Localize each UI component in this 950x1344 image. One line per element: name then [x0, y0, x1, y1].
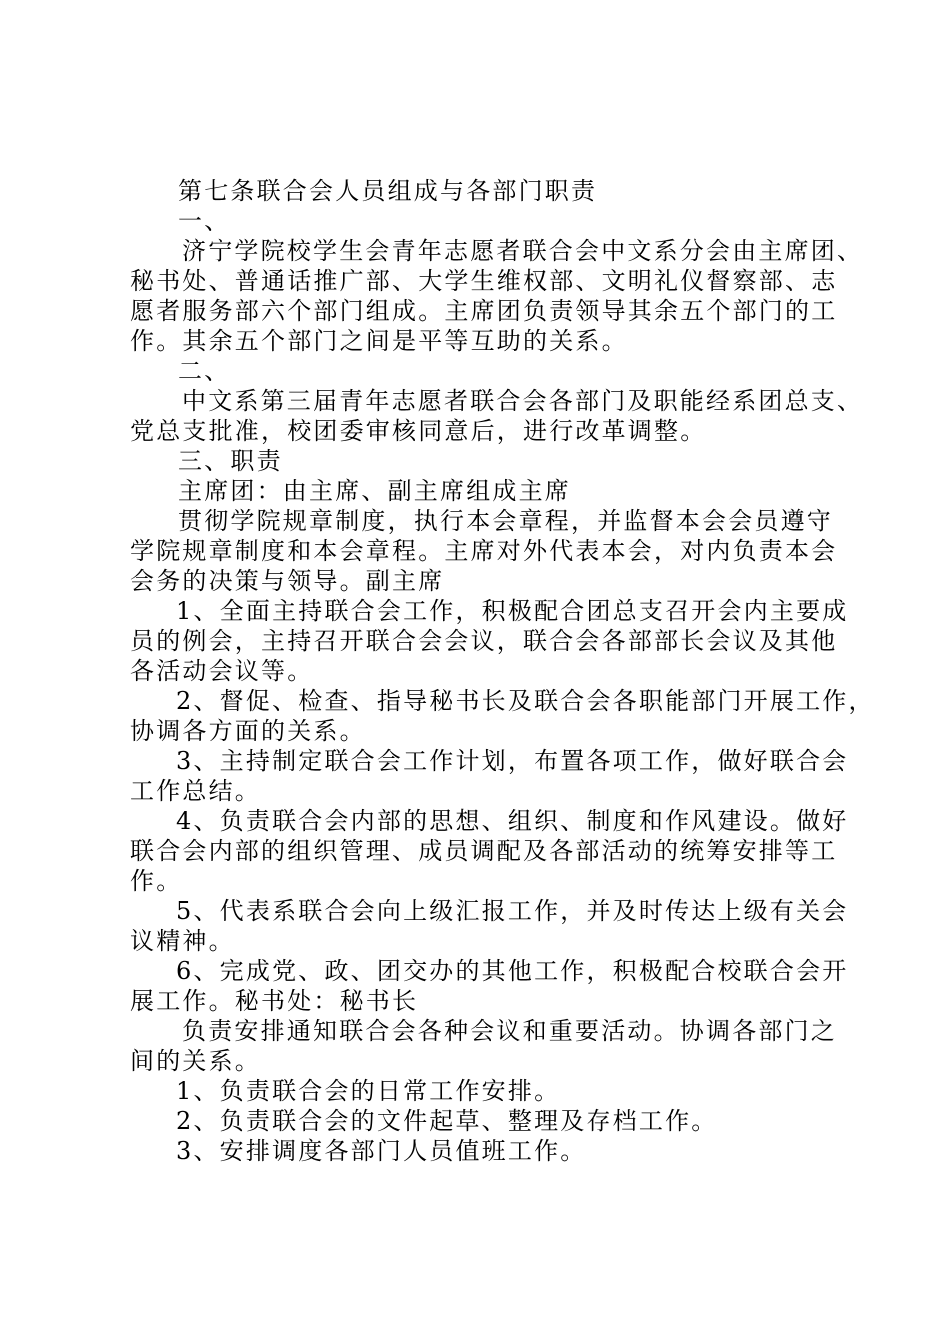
document-text-line: 愿者服务部六个部门组成。主席团负责领导其余五个部门的工: [130, 297, 838, 325]
document-text-line: 作。: [130, 867, 183, 895]
document-text-line: 联合会内部的组织管理、成员调配及各部活动的统筹安排等工: [130, 837, 838, 865]
document-text-line: 3、主持制定联合会工作计划，布置各项工作，做好联合会: [176, 747, 849, 775]
document-text-line: 第七条联合会人员组成与各部门职责: [178, 177, 598, 205]
document-text-line: 4、负责联合会内部的思想、组织、制度和作风建设。做好: [176, 807, 849, 835]
document-text-line: 工作总结。: [130, 777, 261, 805]
document-text-line: 6、完成党、政、团交办的其他工作，积极配合校联合会开: [176, 957, 849, 985]
document-text-line: 间的关系。: [130, 1047, 261, 1075]
document-text-line: 秘书处、普通话推广部、大学生维权部、文明礼仪督察部、志: [130, 267, 838, 295]
document-text-line: 2、负责联合会的文件起草、整理及存档工作。: [176, 1107, 718, 1135]
document-text-line: 作。其余五个部门之间是平等互助的关系。: [130, 327, 628, 355]
document-text-line: 议精神。: [130, 927, 235, 955]
document-text-line: 各活动会议等。: [130, 657, 314, 685]
document-text-line: 党总支批准，校团委审核同意后，进行改革调整。: [130, 417, 707, 445]
document-body: [130, 176, 875, 1166]
document-text-line: 员的例会，主持召开联合会会议，联合会各部部长会议及其他: [130, 627, 838, 655]
document-text-line: 学院规章制度和本会章程。主席对外代表本会，对内负责本会: [130, 537, 838, 565]
document-text-line: 1、负责联合会的日常工作安排。: [176, 1077, 561, 1105]
document-text-line: 一、: [178, 207, 231, 235]
document-text-line: 展工作。秘书处：秘书长: [130, 987, 419, 1015]
document-text-line: 三、职责: [178, 447, 283, 475]
document-text-line: 会务的决策与领导。副主席: [130, 567, 445, 595]
document-text-line: 5、代表系联合会向上级汇报工作，并及时传达上级有关会: [176, 897, 849, 925]
document-text-line: 中文系第三届青年志愿者联合会各部门及职能经系团总支、: [182, 387, 864, 415]
document-text-line: 主席团：由主席、副主席组成主席: [178, 477, 571, 505]
document-text-line: 协调各方面的关系。: [130, 717, 366, 745]
document-text-line: 3、安排调度各部门人员值班工作。: [176, 1137, 587, 1165]
document-text-line: 2、督促、检查、指导秘书长及联合会各职能部门开展工作，: [176, 687, 875, 715]
document-text-line: 贯彻学院规章制度，执行本会章程，并监督本会会员遵守: [178, 507, 833, 535]
document-text-line: 1、全面主持联合会工作，积极配合团总支召开会内主要成: [176, 597, 849, 625]
document-text-line: 负责安排通知联合会各种会议和重要活动。协调各部门之: [182, 1017, 837, 1045]
document-text-line: 二、: [178, 357, 231, 385]
document-text-line: 济宁学院校学生会青年志愿者联合会中文系分会由主席团、: [182, 237, 864, 265]
